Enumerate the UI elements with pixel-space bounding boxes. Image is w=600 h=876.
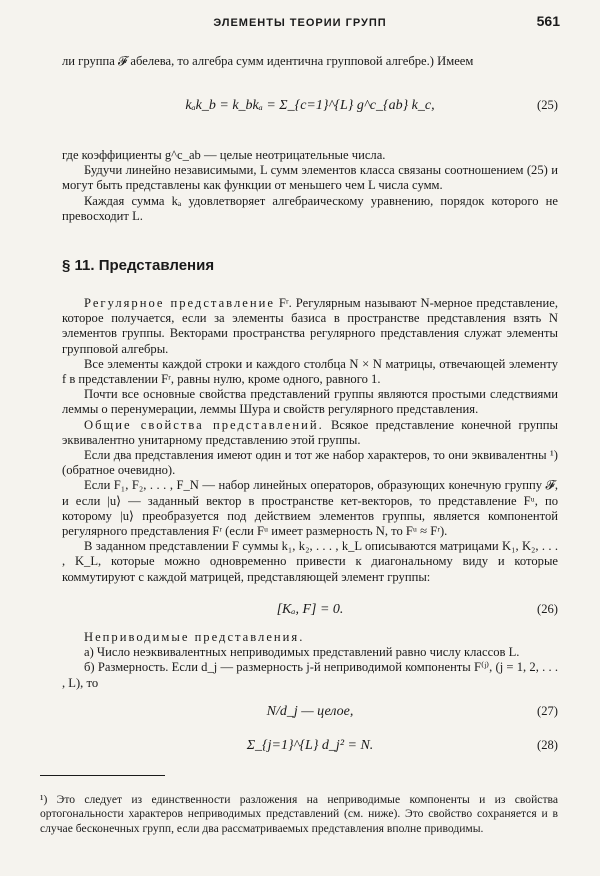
para-2: где коэффициенты g^c_ab — целые неотрицательные числа. (62, 148, 386, 162)
running-title: ЭЛЕМЕНТЫ ТЕОРИИ ГРУПП (213, 17, 387, 29)
para-4: Каждая сумма kₐ удовлетворяет алгебраическому уравнению, порядок которого не превосходит L. (62, 193, 558, 223)
equation-25-number: (25) (537, 98, 558, 112)
footnote: ¹) Это следует из единственности разложения на неприводимые компоненты и из свойства ортогональности характеров неприводимых представлений (см. ниже). Это свойство сохраняется и в случае бесконечных групп, если два рассматриваемых представления вполне приводимы. (40, 793, 558, 835)
equation-25-formula: kₐk_b = k_bkₐ = Σ_{c=1}^{L} g^c_{ab} k_c, (185, 98, 435, 113)
page-number: 561 (536, 13, 560, 29)
regular-text: Fʳ. Регулярным называют N-мерное представление, которое получается, если за элементы базиса в пространстве представления взять N элементов группы. Векторами пространства регулярного представления служат элементы групповой алгебры. (62, 296, 558, 356)
para-matrix: Все элементы каждой строки и каждого столбца N × N матрицы, отвечающей элементу f в представлении Fʳ, равны нулю, кроме одного, равного 1. (62, 356, 558, 387)
equation-28 (62, 730, 558, 770)
equation-28-formula: Σ_{j=1}^{L} d_j² = N. (246, 738, 374, 753)
section-body (62, 296, 558, 585)
general-text: Всякое представление конечной группы эквивалентно унитарному представлению этой группы. (62, 417, 558, 447)
para-1: ли группа 𝓕 абелева, то алгебра сумм идентична групповой алгебре.) Имеем (62, 54, 474, 68)
equation-28-number: (28) (537, 738, 558, 752)
equation-25 (62, 86, 558, 126)
equation-26-number: (26) (537, 602, 558, 616)
irreducible-a: а) Число неэквивалентных неприводимых представлений равно числу классов L. (84, 645, 520, 660)
section-title: § 11. Представления (62, 257, 215, 274)
para-3: Будучи линейно независимыми, L сумм элементов класса связаны соотношением (25) и могут быть представлены как функции от меньшего чем L числа сумм. (62, 163, 558, 193)
para-characters: Если два представления имеют один и тот же набор характеров, то они эквивалентны ¹) (обратное очевидно). (62, 448, 558, 478)
para-operators: Если F₁, F₂, . . . , F_N — набор линейных операторов, образующих конечную группу 𝓕, и если |u⟩ — заданный вектор в пространстве кет-векторов, то представление Fᵘ, по которому |u⟩ преобразуется под действием элементов группы, является компонентой регулярного представления Fʳ (если Fᵘ имеет размерность N, то Fᵘ ≈ Fʳ). (62, 478, 558, 539)
paragraph-continuation (62, 54, 558, 69)
equation-26-formula: [Kₐ, F] = 0. (276, 602, 344, 617)
regular-heading: Регулярное представление (84, 296, 275, 310)
footnote-rule (40, 775, 165, 776)
irreducible-b: б) Размерность. Если d_j — размерность j-й неприводимой компоненты F⁽ʲ⁾, (j = 1, 2, . . . , L), то (62, 660, 558, 690)
page-header (0, 14, 600, 34)
para-general (62, 418, 558, 448)
irreducible-heading: Неприводимые представления. (84, 630, 305, 644)
equation-27-number: (27) (537, 704, 558, 718)
equation-27-formula: N/d_j — целое, (266, 704, 354, 719)
para-sums: В заданном представлении F суммы k₁, k₂, . . . , k_L описываются матрицами K₁, K₂, . . . , K_L, которые можно одновременно привести к диагональному виду и которые коммутируют с каждой матрицей, представляющей элемент группы: (62, 539, 558, 584)
para-regular (62, 296, 558, 357)
para-properties: Почти все основные свойства представлений группы являются простыми следствиями леммы о перенумерации, леммы Шура и свойств регулярного представления. (62, 387, 558, 417)
general-heading: Общие свойства представлений. (84, 417, 324, 432)
paragraph-coeffs (62, 148, 558, 224)
irreducible-section (62, 630, 558, 691)
